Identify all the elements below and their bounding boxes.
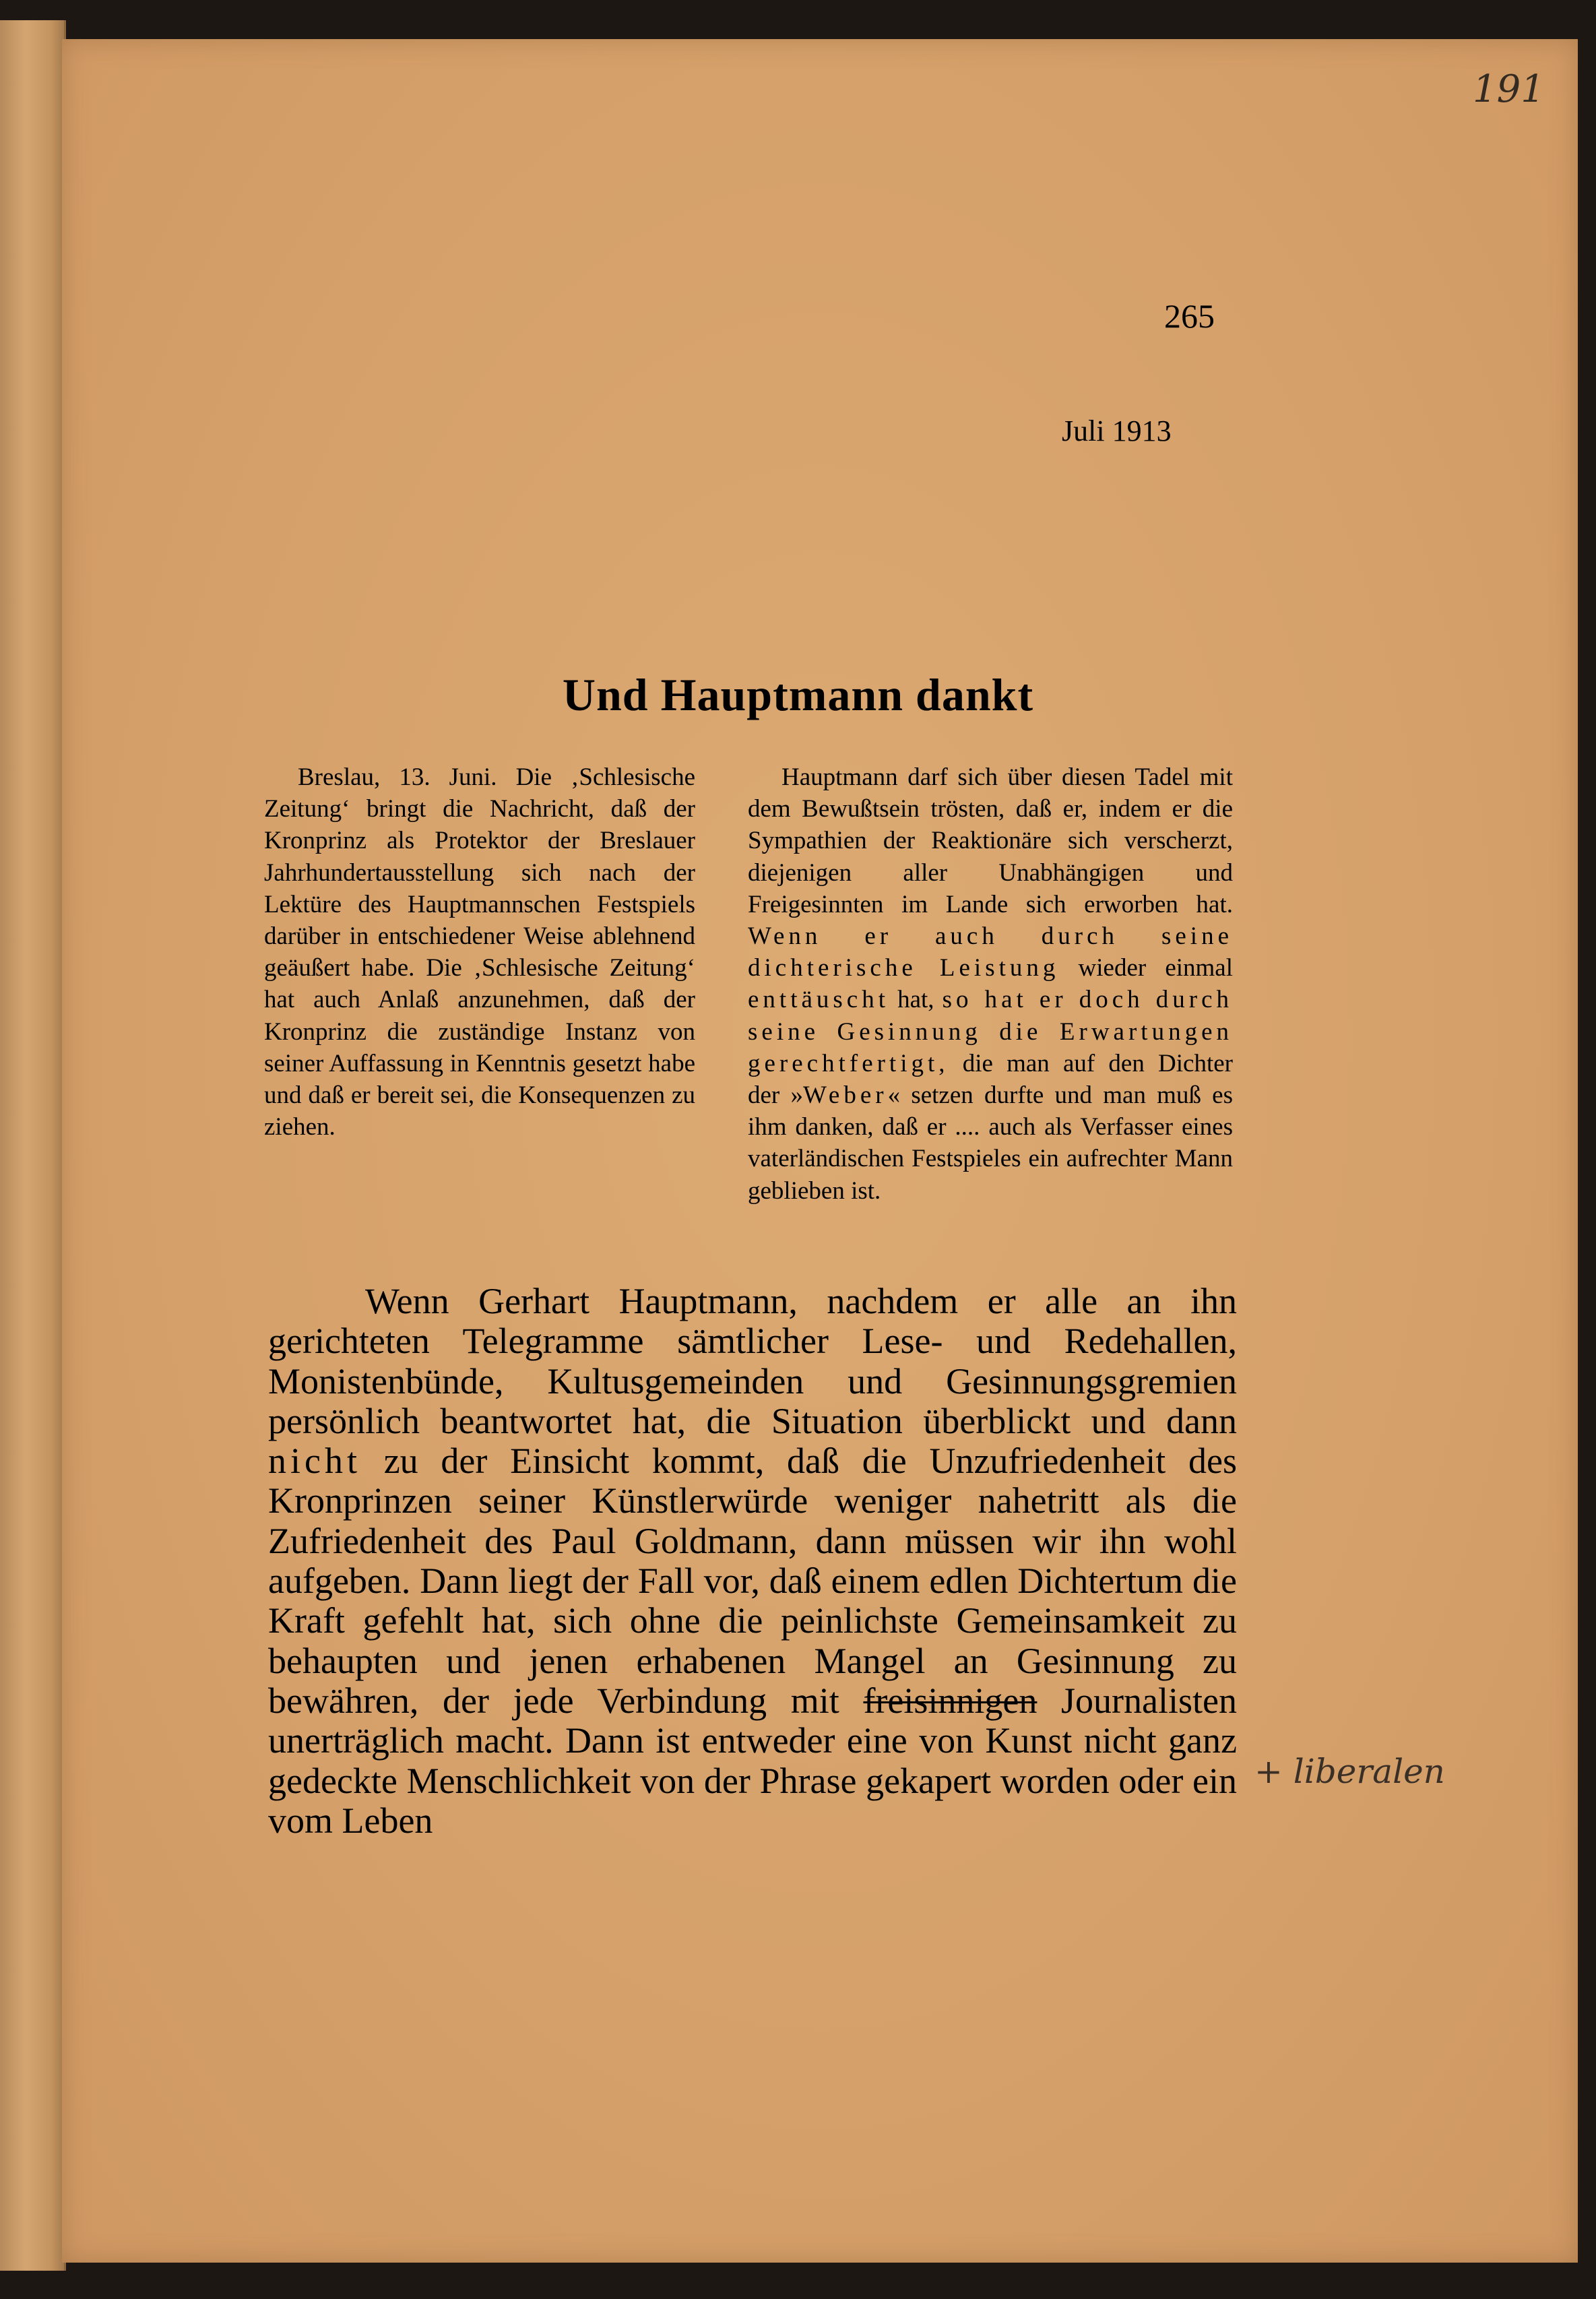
body-text-3: Journalisten unerträglich macht. Dann ist entweder eine von Kunst nicht ganz gedeckte Menschlichkeit von der Phrase gekapert worden oder ein vom Leben (268, 1680, 1237, 1841)
page-number: 265 (1164, 297, 1215, 335)
right-text-2: wieder einmal (1078, 954, 1234, 982)
right-text-4: die man auf den Dichter der » (748, 1049, 1233, 1110)
right-spaced-2: enttäuscht (748, 986, 890, 1014)
article-body (268, 1282, 1237, 1841)
quoted-news-column-right (748, 761, 1233, 1207)
body-text-1: Wenn Gerhart Hauptmann, nachdem er alle an ihn gerichteten Telegramme sämtlicher Lese- und Redehallen, Monistenbünde, Kultusgemeinden und Gesinnungsgremien persönlich beantwortet hat, die Situation überblickt und dann (268, 1281, 1237, 1441)
article-title: Und Hauptmann dankt (562, 669, 1034, 720)
right-text-5: « setzen durfte und man muß es ihm danken, daß er .... auch als Verfasser eines vaterländischen Festspieles ein aufrechter Mann geblieben ist. (748, 1081, 1234, 1205)
quoted-news-column-left: Breslau, 13. Juni. Die ‚Schlesische Zeitung‘ bringt die Nachricht, daß der Kronprinz als Protektor der Breslauer Jahrhundertausstellung sich nach der Lektüre des Hauptmannschen Festspiels darüber in entschiedener Weise ablehnend geäußert habe. Die ‚Schlesische Zeitung‘ hat auch Anlaß anzunehmen, daß der Kronprinz die zuständige Instanz von seiner Auffassung in Kenntnis gesetzt habe und daß er bereit sei, die Konsequenzen zu ziehen. (264, 763, 695, 1141)
handwritten-folio-number: 191 (1473, 67, 1545, 111)
issue-date: Juli 1913 (1062, 414, 1172, 447)
handwritten-margin-correction: + liberalen (1254, 1752, 1445, 1791)
book-spine-edge (0, 20, 66, 2271)
struck-word: freisinnigen (863, 1680, 1038, 1721)
body-text-2: zu der Einsicht kommt, daß die Unzufriedenheit des Kronprinzen seiner Künstlerwürde weniger nahetritt als die Zufriedenheit des Paul Goldmann, dann müssen wir ihn wohl aufgeben. Dann liegt der Fall vor, daß einem edlen Dichtertum die Kraft gefehlt hat, sich ohne die peinlichste Gemeinsamkeit zu behaupten und jenen erhabenen Mangel an Gesinnung zu bewähren, der jede Verbindung mit (268, 1441, 1237, 1721)
body-spaced-word: nicht (268, 1441, 361, 1482)
right-spaced-4: Weber (802, 1081, 888, 1110)
right-spaced-3: so hat er doch durch seine Gesinnung die Erwartungen gerechtfertigt, (748, 986, 1234, 1077)
right-text-1: Hauptmann darf sich über diesen Tadel mit dem Bewußtsein trösten, daß er, indem er die Sympathien der Reaktionäre sich verscherzt, diejenigen aller Unabhängigen und Freigesinnten im Lande sich erworben hat. (748, 763, 1233, 918)
right-text-3: hat, (897, 986, 934, 1014)
right-spaced-1: Wenn er auch durch seine dichterische Leistung (748, 922, 1233, 982)
